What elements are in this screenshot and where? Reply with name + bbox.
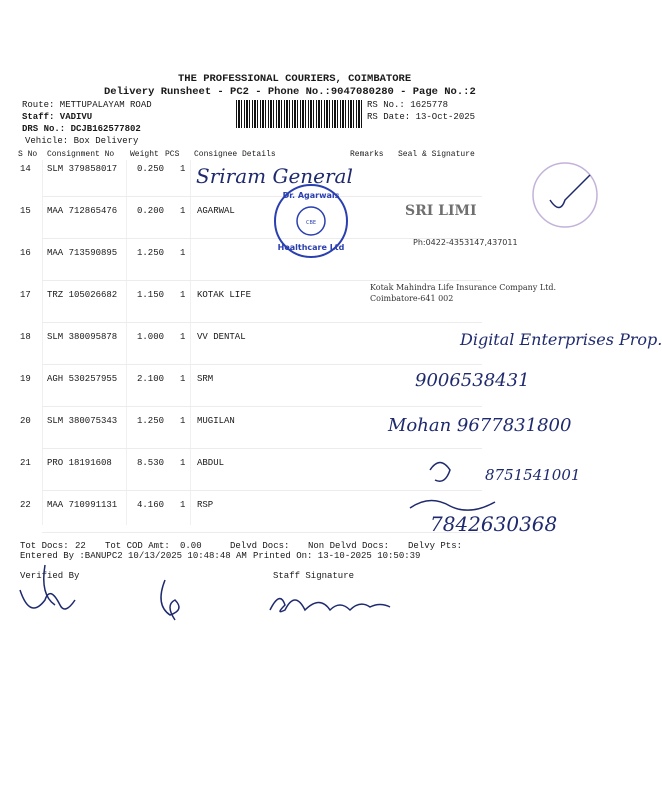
svg-text:CBE: CBE	[305, 220, 317, 226]
row-consignee: SRM	[197, 374, 214, 384]
row-consignee: AGARWAL	[197, 206, 235, 216]
staff-signature-label: Staff Signature	[273, 571, 355, 581]
handwritten-phone: Mohan 9677831800	[388, 415, 572, 436]
kotak-stamp: Kotak Mahindra Life Insurance Company Ltd. Coimbatore-641 002	[370, 283, 557, 303]
row-consignment-no: MAA 713590895	[47, 248, 118, 258]
company-title: THE PROFESSIONAL COURIERS, COIMBATORE	[178, 73, 412, 85]
cod-value: 0.00	[180, 541, 202, 551]
row-sno: 22	[20, 500, 31, 510]
row-consignment-no: MAA 710991131	[47, 500, 118, 510]
row-divider	[42, 448, 482, 449]
row-consignment-no: AGH 530257955	[47, 374, 118, 384]
entered-by: Entered By :BANUPC2 10/13/2025 10:48:48 AM	[20, 551, 247, 561]
row-weight: 2.100	[137, 374, 165, 384]
row-pcs: 1	[180, 248, 186, 258]
delvy-pts: Delvy Pts:	[408, 541, 463, 551]
row-weight: 1.150	[137, 290, 165, 300]
row-pcs: 1	[180, 500, 186, 510]
row-divider	[42, 532, 482, 533]
handwritten-phone: 9006538431	[415, 370, 530, 391]
signatures	[15, 565, 455, 625]
row-sno: 19	[20, 374, 31, 384]
row-consignment-no: TRZ 105026682	[47, 290, 118, 300]
row-pcs: 1	[180, 164, 186, 174]
row-divider	[42, 196, 482, 197]
vehicle: Vehicle: Box Delivery	[25, 136, 139, 146]
row-divider	[42, 322, 482, 323]
route: Route: METTUPALAYAM ROAD	[22, 100, 152, 110]
row-sno: 18	[20, 332, 31, 342]
svg-text:SRI LIMI: SRI LIMI	[405, 203, 477, 219]
svg-text:Dr. Agarwals: Dr. Agarwals	[282, 191, 340, 200]
row-consignee: ABDUL	[197, 458, 225, 468]
row-sno: 21	[20, 458, 31, 468]
row-divider	[42, 364, 482, 365]
col-pcs: PCS	[165, 150, 180, 159]
row-pcs: 1	[180, 458, 186, 468]
row-pcs: 1	[180, 290, 186, 300]
row-consignee: RSP	[197, 500, 214, 510]
rs-date: RS Date: 13-Oct-2025	[367, 112, 476, 122]
row-pcs: 1	[180, 374, 186, 384]
row-sno: 17	[20, 290, 31, 300]
non-delvd-docs: Non Delvd Docs:	[308, 541, 390, 551]
row-sno: 14	[20, 164, 31, 174]
row-weight: 4.160	[137, 500, 165, 510]
barcode	[236, 100, 364, 128]
row-pcs: 1	[180, 206, 186, 216]
row-consignment-no: PRO 18191608	[47, 458, 112, 468]
company-stamp	[405, 200, 535, 250]
row-consignment-no: SLM 379858017	[47, 164, 118, 174]
drs-no: DRS No.: DCJB162577802	[22, 124, 141, 134]
row-pcs: 1	[180, 416, 186, 426]
row-weight: 0.250	[137, 164, 165, 174]
row-divider	[42, 280, 482, 281]
row-weight: 1.000	[137, 332, 165, 342]
verified-by: Verified By	[20, 571, 80, 581]
svg-text:Healthcare Ltd: Healthcare Ltd	[277, 243, 345, 252]
tot-docs-label: Tot Docs:	[20, 541, 69, 551]
col-seal: Seal & Signature	[398, 150, 475, 159]
row-consignee: KOTAK LIFE	[197, 290, 252, 300]
row-weight: 1.250	[137, 416, 165, 426]
handwritten-phone: 8751541001	[485, 466, 581, 484]
staff: Staff: VADIVU	[22, 112, 93, 122]
row-weight: 1.250	[137, 248, 165, 258]
row-consignment-no: MAA 712865476	[47, 206, 118, 216]
col-consignment: Consignment No	[47, 150, 115, 159]
row-divider	[42, 406, 482, 407]
agarwal-stamp	[272, 182, 350, 260]
tot-docs-value: 22	[75, 541, 86, 551]
signatures-r21-r22	[370, 450, 600, 520]
col-sno: S No	[18, 150, 38, 159]
row-weight: 0.200	[137, 206, 165, 216]
runsheet-subtitle: Delivery Runsheet - PC2 - Phone No.:9047080280 - Page No.:2	[104, 86, 476, 98]
signature-r18: Digital Enterprises Prop.	[460, 330, 662, 349]
row-consignment-no: SLM 380075343	[47, 416, 118, 426]
row-sno: 15	[20, 206, 31, 216]
handwritten-phone: 7842630368	[430, 512, 558, 536]
row-consignment-no: SLM 380095878	[47, 332, 118, 342]
rs-no: RS No.: 1625778	[367, 100, 449, 110]
col-weight: Weight	[130, 150, 159, 159]
row-consignee: MUGILAN	[197, 416, 235, 426]
row-consignee: VV DENTAL	[197, 332, 246, 342]
row-pcs: 1	[180, 332, 186, 342]
col-remarks: Remarks	[350, 150, 384, 159]
row-sno: 16	[20, 248, 31, 258]
row-sno: 20	[20, 416, 31, 426]
printed-on: Printed On: 13-10-2025 10:50:39	[253, 551, 421, 561]
col-consignee: Consignee Details	[194, 150, 276, 159]
svg-text:Ph:0422-4353147,437011: Ph:0422-4353147,437011	[413, 238, 518, 247]
delvd-docs: Delvd Docs:	[230, 541, 290, 551]
row-weight: 8.530	[137, 458, 165, 468]
cod-label: Tot COD Amt:	[105, 541, 170, 551]
handwritten-name: Sriram General	[196, 164, 353, 188]
